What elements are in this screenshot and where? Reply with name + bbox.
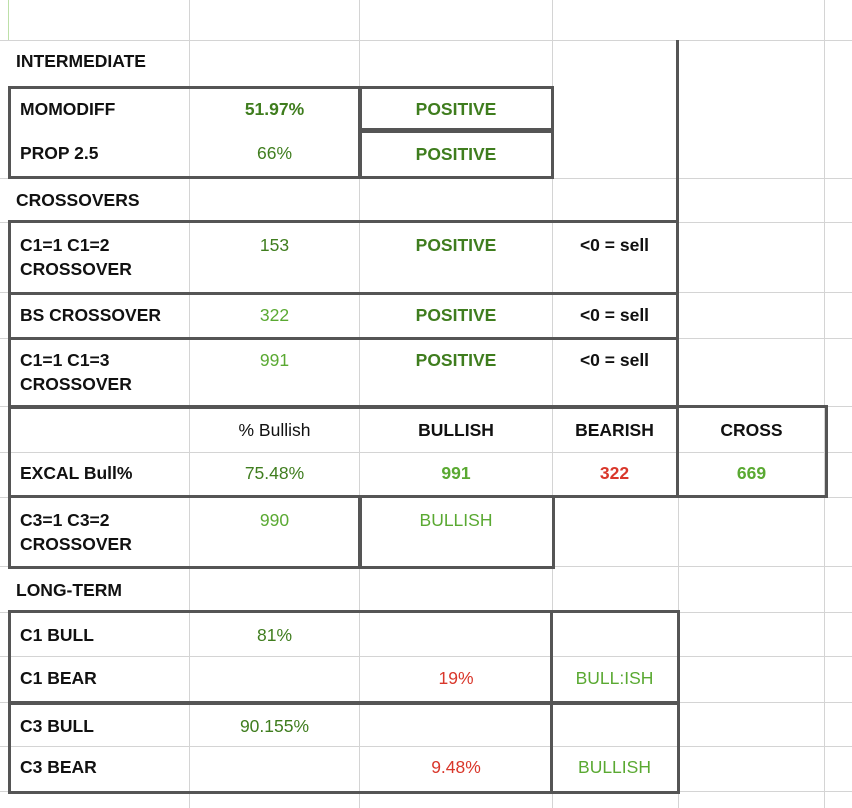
row-label: C3 BULL <box>20 716 94 736</box>
selection-marker <box>8 0 9 40</box>
c3cross-status-box <box>359 495 555 569</box>
c3-divider <box>550 702 553 794</box>
row-label: C1 BEAR <box>20 668 97 688</box>
row-value: 90.155% <box>239 716 310 736</box>
grid-row-line <box>0 40 852 41</box>
grid-col-line <box>824 0 825 808</box>
row-status: POSITIVE <box>415 99 497 119</box>
row-rule: <0 = sell <box>579 235 650 255</box>
excal-pct: 75.48% <box>244 463 305 483</box>
excal-label: EXCAL Bull% <box>20 463 133 483</box>
excal-head-cross: CROSS <box>720 420 783 440</box>
row-label: C1 BULL <box>20 625 94 645</box>
row-label-line2: CROSSOVER <box>20 534 132 554</box>
excal-head-bearish: BEARISH <box>575 420 654 440</box>
excal-head-bullish: BULLISH <box>418 420 494 440</box>
row-value: 990 <box>259 510 290 530</box>
section-header-longterm: LONG-TERM <box>16 580 122 600</box>
vertical-rule <box>676 40 679 223</box>
row-status: BULLISH <box>578 757 651 777</box>
excal-bullish: 991 <box>441 463 471 483</box>
row-value: 51.97% <box>244 99 305 119</box>
row-label-line2: CROSSOVER <box>20 259 132 279</box>
row-status: POSITIVE <box>415 144 497 164</box>
excal-bearish: 322 <box>599 463 630 483</box>
section-header-intermediate: INTERMEDIATE <box>16 51 146 71</box>
row-rule: <0 = sell <box>579 305 650 325</box>
excal-head-pct: % Bullish <box>238 420 311 440</box>
row-value: 153 <box>259 235 290 255</box>
row-label: BS CROSSOVER <box>20 305 161 325</box>
row-label: PROP 2.5 <box>20 143 99 163</box>
row-label-line1: C1=1 C1=2 <box>20 235 110 255</box>
row-value: 322 <box>259 305 290 325</box>
excal-cross: 669 <box>736 463 767 483</box>
row-label: C3 BEAR <box>20 757 97 777</box>
row-value: 9.48% <box>431 757 481 777</box>
row-label-line2: CROSSOVER <box>20 374 132 394</box>
row-status: POSITIVE <box>415 235 497 255</box>
row-label-line1: C1=1 C1=3 <box>20 350 110 370</box>
row-rule: <0 = sell <box>579 350 650 370</box>
row-label: MOMODIFF <box>20 99 116 119</box>
row-value: 19% <box>438 668 474 688</box>
row-value: 991 <box>259 350 290 370</box>
row-label-line1: C3=1 C3=2 <box>20 510 110 530</box>
row-value: 66% <box>256 143 293 163</box>
row-status: BULL:ISH <box>575 668 654 688</box>
row-status: POSITIVE <box>415 350 497 370</box>
row-value: 81% <box>256 625 293 645</box>
section-header-crossovers: CROSSOVERS <box>16 190 140 210</box>
row-status: POSITIVE <box>415 305 497 325</box>
row-status: BULLISH <box>419 510 493 530</box>
